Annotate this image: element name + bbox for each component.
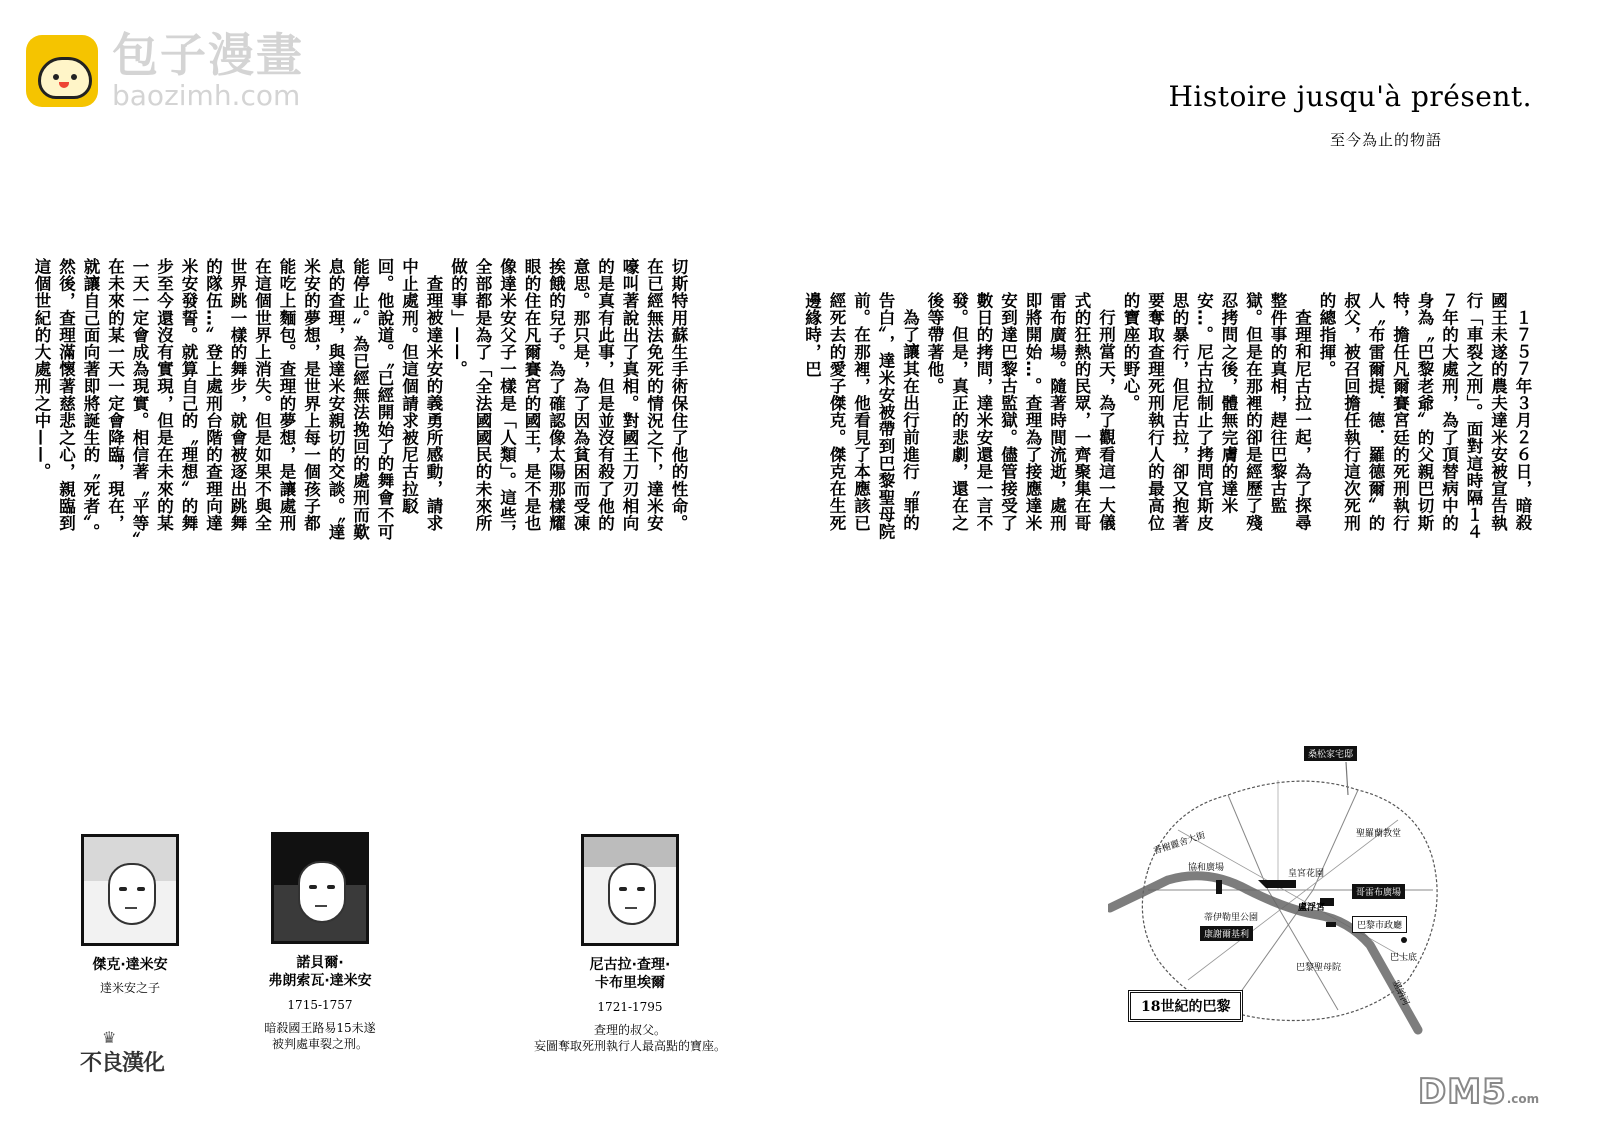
watermark-site-url: baozimh.com: [112, 79, 301, 112]
map-label-seine: 塞納河: [1389, 978, 1411, 1008]
map-label-louvre: 盧浮宮: [1298, 903, 1326, 913]
dm5-logo-suffix: .com: [1506, 1092, 1540, 1106]
story-paragraph: 查理和尼古拉一起，為了探尋整件事的真相，趕往巴黎古監獄。但是在那裡的卻是經歷了殘忍拷問之後，體無完膚的達米安…。尼古拉制止了拷問官斯皮思的暴行，但尼古拉，卻又抱著要奪取查理死刑執行人的最高位的寶座的野心。: [1121, 292, 1312, 532]
dm5-logo[interactable]: [1418, 1072, 1539, 1112]
story-paragraph: 切斯特用蘇生手術保住了他的性命。在已經無法免死的情況之下，達米安嚎叫著說出了真相。對國王刀刃相向的是真有此事，但是並沒有殺了他的意思。那只是，為了因為貧困而受凍挨餓的兒子。為了確認像太陽那樣耀眼的住在凡爾賽宮的國王，是不是也像達米安父子一樣是「人類」。這些，全部都是為了「全法國國民的未來所做的事」——。: [448, 258, 688, 541]
story-text-right-page: [799, 292, 1534, 542]
character-years: 1721-1795: [597, 1000, 663, 1014]
character-card-robert: [210, 832, 430, 1052]
map-label-greve: 哥雷布廣場: [1352, 884, 1405, 899]
portrait-robert: [271, 832, 369, 944]
map-label-bastille: 巴士底: [1390, 953, 1418, 963]
character-years: 1715-1757: [287, 998, 353, 1012]
character-subtitle: 達米安之子: [99, 981, 160, 995]
map-label-notre-dame: 巴黎聖母院: [1296, 963, 1342, 973]
character-card-jacques: [20, 834, 240, 996]
map-label-sanson-house: 桑松家宅邸: [1304, 746, 1357, 761]
dm5-logo-text: DM5: [1418, 1072, 1507, 1112]
character-name: 尼古拉·查理· 卡布里埃爾: [589, 957, 671, 991]
crown-icon: ♛: [102, 1028, 117, 1047]
character-name: 諾貝爾· 弗朗索瓦·達米安: [268, 955, 372, 989]
map-label-saint-laurent: 聖羅蘭教堂: [1356, 829, 1402, 839]
map-title: 18世紀的巴黎: [1128, 990, 1243, 1022]
story-paragraph: １７５７年３月２６日，暗殺國王未遂的農夫達米安被宣告執行「車裂之刑」。面對這時隔１４７年的大處刑，為了頂替病中的身為〝巴黎老爺〞的父親巴切斯特，擔任凡爾賽宮廷的死刑執行人〝布雷爾提．德．羅德爾〞的叔父，被召回擔任執行這次死刑的總指揮。: [1317, 292, 1532, 541]
scanlation-group-name: 不良漢化: [80, 1050, 165, 1076]
portrait-jacques: [81, 834, 179, 946]
story-text-left-page: [29, 258, 691, 542]
character-card-nicolas: [520, 834, 740, 1054]
character-description: 查理的叔父。 妄圖奪取死刑執行人最高點的寶座。: [533, 1023, 726, 1053]
map-label-concorde: 協和廣場: [1188, 863, 1225, 873]
heading-title-chinese: 至今為止的物語: [1329, 131, 1442, 149]
watermark-site-name: 包子漫畫: [112, 28, 304, 82]
map-label-palais-royal: 皇宮花園: [1288, 869, 1325, 879]
story-paragraph: 為了讓其在出行前進行〝罪的告白〞，達米安被帶到巴黎聖母院前。在那裡，他看見了本應該已經死去的愛子傑克。傑克在生死邊緣時，巴: [802, 292, 920, 541]
chapter-heading: [1169, 80, 1533, 150]
story-paragraph: 查理被達米安的義勇所感動，請求中止處刑。但這個請求被尼古拉駁回。他說道。〝已經開始了的舞會不可能停止。〞為已經無法挽回的處刑而歎息的查理，與達米安親切的交談。〝達米安的夢想，是世界上每一個孩子都能吃上麵包。查理的夢想，是讓處刑在這個世界上消失。但是如果不與全世界跳一樣的舞步，就會被逐出跳舞的隊伍…〞登上處刑台階的查理向達米安發誓。就算自己的〝理想〞的舞步至今還沒有實現，但是在未來的某一天一定會成為現實。相信著〝平等〞在未來的某一天一定會降臨，現在，就讓自己面向著即將誕生的〝死者〞。然後，查理滿懷著慈悲之心，親臨到這個世紀的大處刑之中——。: [32, 258, 443, 541]
bun-mascot-icon: [26, 35, 98, 107]
scanlation-group-logo: [76, 1028, 166, 1092]
map-label-tuileries: 蒂伊勒里公園: [1204, 913, 1259, 923]
character-name: 傑克·達米安: [92, 957, 168, 973]
map-label-conciergerie: 康謝爾基利: [1200, 926, 1253, 941]
map-label-champs: 香榭麗舍大街: [1152, 830, 1207, 858]
heading-title-french: Histoire jusqu'à présent.: [1168, 80, 1532, 113]
site-watermark[interactable]: [26, 28, 304, 112]
map-label-hotel-ville: 巴黎市政廳: [1352, 916, 1407, 933]
character-description: 暗殺國王路易15未遂 被判處車裂之刑。: [264, 1021, 376, 1051]
paris-map: [1108, 740, 1452, 1045]
story-paragraph: 行刑當天，為了觀看這一大儀式的狂熱的民眾，一齊聚集在哥雷布廣場。隨著時間流逝，處刑即將開始…。查理為了接應達米安到達巴黎古監獄。儘管接受了數日的拷問，達米安還是一言不發。但是，真正的悲劇，還在之後等帶著他。: [925, 292, 1116, 532]
portrait-nicolas: [581, 834, 679, 946]
